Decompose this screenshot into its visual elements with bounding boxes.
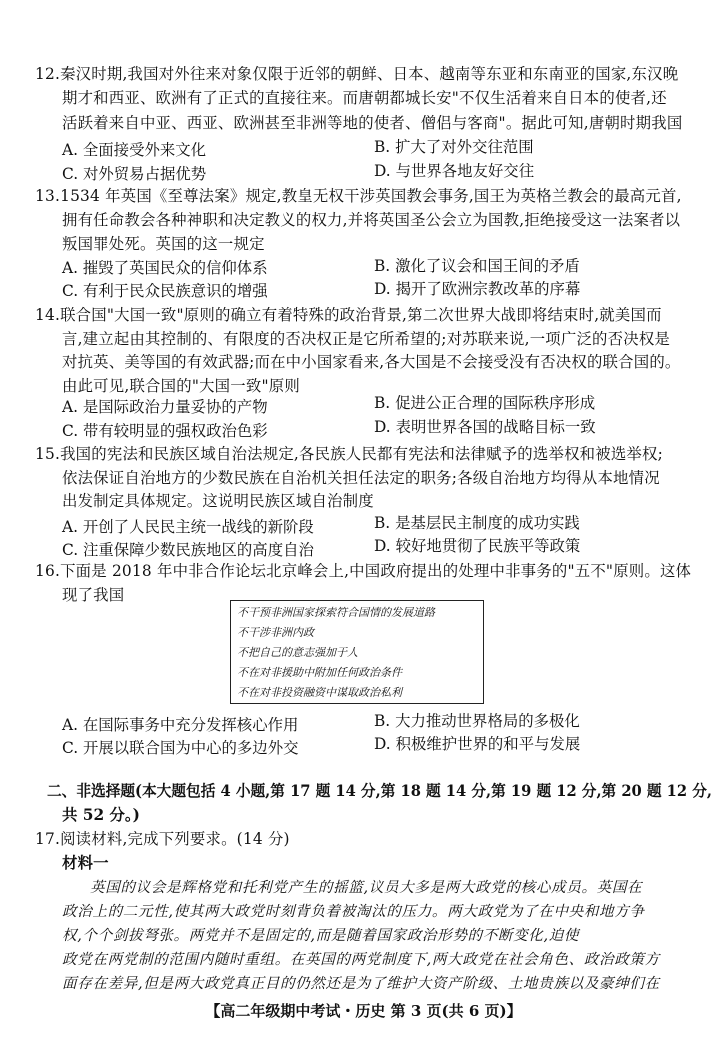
q15-option-c: C. 注重保障少数民族地区的高度自治 [62, 541, 314, 559]
section-2-heading: 二、非选择题(本大题包括 4 小题,第 17 题 14 分,第 18 题 14 分,第 19 题 12 分,第 20 题 12 分, [47, 782, 712, 800]
q13-option-b: B. 激化了议会和国王间的矛盾 [374, 257, 580, 275]
q16-line-2: 现了我国 [62, 586, 125, 604]
box-line-3: 不把自己的意志强加于人 [237, 646, 358, 659]
q15-option-a: A. 开创了人民民主统一战线的新阶段 [62, 518, 314, 536]
q15-option-b: B. 是基层民主制度的成功实践 [374, 514, 580, 532]
q14-line-2: 言,建立起由其控制的、有限度的否决权正是它所希望的;对苏联来说,一项广泛的否决权是 [62, 330, 671, 348]
q15-line-1: 15.我国的宪法和民族区域自治法规定,各民族人民都有宪法和法律赋予的选举权和被选举权; [35, 445, 663, 463]
q14-line-4: 由此可见,联合国的"大国一致"原则 [62, 377, 300, 395]
material-line-3: 权,个个剑拔弩张。两党并不是固定的,而是随着国家政治形势的不断变化,迫使 [62, 927, 580, 944]
q12-option-c: C. 对外贸易占据优势 [62, 165, 207, 183]
q13-option-a: A. 摧毁了英国民众的信仰体系 [62, 259, 268, 277]
q15-line-3: 出发制定具体规定。这说明民族区域自治制度 [62, 492, 374, 510]
q12-line-2: 期才和西亚、欧洲有了正式的直接往来。而唐朝都城长安"不仅生活着来自日本的使者,还 [62, 89, 667, 107]
q12-option-d: D. 与世界各地友好交往 [374, 162, 535, 180]
q12-option-a: A. 全面接受外来文化 [62, 141, 207, 159]
box-line-2: 不干涉非洲内政 [237, 626, 314, 639]
material-line-4: 政党在两党制的范围内随时重组。在英国的两党制度下,两大政党在社会角色、政治政策方 [62, 951, 660, 968]
box-line-1: 不干预非洲国家探索符合国情的发展道路 [237, 606, 435, 619]
q16-option-d: D. 积极维护世界的和平与发展 [374, 735, 581, 753]
q12-line-3: 活跃着来自中亚、西亚、欧洲甚至非洲等地的使者、僧侣与客商"。据此可知,唐朝时期我国 [62, 114, 683, 132]
box-line-5: 不在对非投资融资中谋取政治私利 [237, 686, 402, 699]
q14-option-c: C. 带有较明显的强权政治色彩 [62, 422, 268, 440]
q13-option-d: D. 揭开了欧洲宗教改革的序幕 [374, 280, 581, 298]
q16-option-b: B. 大力推动世界格局的多极化 [374, 712, 580, 730]
q13-line-3: 叛国罪处死。英国的这一规定 [62, 235, 265, 253]
q12-option-b: B. 扩大了对外交往范围 [374, 138, 534, 156]
q16-option-a: A. 在国际事务中充分发挥核心作用 [62, 716, 299, 734]
q12-line-1: 12.秦汉时期,我国对外往来对象仅限于近邻的朝鲜、日本、越南等东亚和东南亚的国家,东汉晚 [35, 65, 679, 83]
q13-option-c: C. 有利于民众民族意识的增强 [62, 282, 268, 300]
q14-line-1: 14.联合国"大国一致"原则的确立有着特殊的政治背景,第二次世界大战即将结束时,就美国而 [35, 306, 662, 324]
q16-line-1: 16.下面是 2018 年中非合作论坛北京峰会上,中国政府提出的处理中非事务的"五不"原则。这体 [35, 562, 692, 580]
q14-option-a: A. 是国际政治力量妥协的产物 [62, 398, 268, 416]
five-no-principles-box [230, 600, 484, 704]
box-line-4: 不在对非援助中附加任何政治条件 [237, 666, 402, 679]
q13-line-1: 13.1534 年英国《至尊法案》规定,教皇无权干涉英国教会事务,国王为英格兰教会的最高元首, [35, 187, 682, 205]
q14-option-d: D. 表明世界各国的战略目标一致 [374, 418, 596, 436]
q17-stem: 17.阅读材料,完成下列要求。(14 分) [35, 830, 290, 848]
q16-option-c: C. 开展以联合国为中心的多边外交 [62, 739, 299, 757]
page-footer: 【高二年级期中考试・历史 第 3 页(共 6 页)】 [205, 1002, 522, 1020]
material-line-5: 面存在差异,但是两大政党真正目的仍然还是为了维护大资产阶级、土地贵族以及豪绅们在 [62, 975, 660, 992]
section-2-heading-cont: 共 52 分。) [62, 806, 140, 824]
q15-option-d: D. 较好地贯彻了民族平等政策 [374, 537, 581, 555]
q14-line-3: 对抗英、美等国的有效武器;而在中小国家看来,各大国是不会接受没有否决权的联合国的。 [62, 353, 681, 371]
material-line-1: 英国的议会是辉格党和托利党产生的摇篮,议员大多是两大政党的核心成员。英国在 [90, 879, 643, 896]
material-line-2: 政治上的二元性,使其两大政党时刻背负着被淘汰的压力。两大政党为了在中央和地方争 [62, 903, 645, 920]
q15-line-2: 依法保证自治地方的少数民族在自治机关担任法定的职务;各级自治地方均得从本地情况 [62, 469, 660, 487]
material-1-title: 材料一 [62, 854, 109, 872]
q13-line-2: 拥有任命教会各种神职和决定教义的权力,并将英国圣公会立为国教,拒绝接受这一法案者以 [62, 211, 681, 229]
q14-option-b: B. 促进公正合理的国际秩序形成 [374, 394, 596, 412]
